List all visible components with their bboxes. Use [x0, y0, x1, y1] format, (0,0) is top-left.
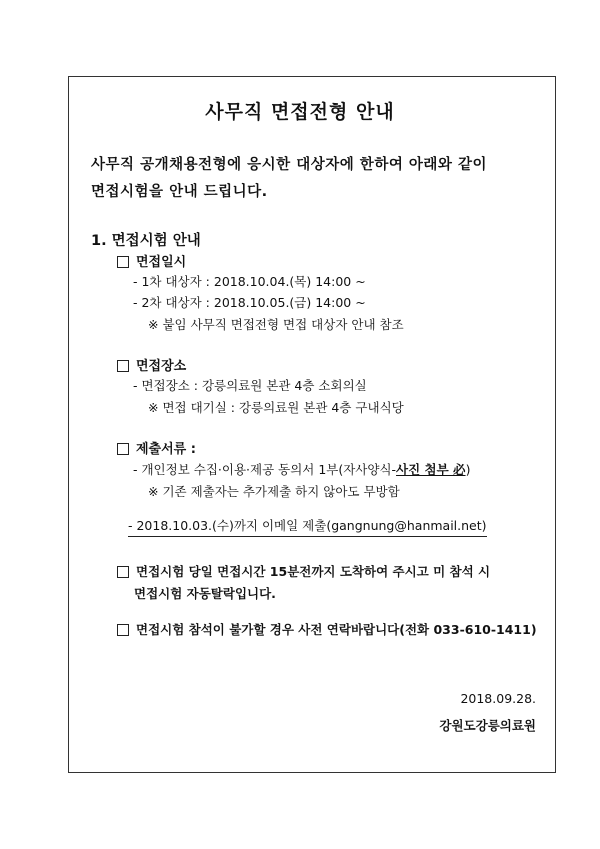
photo-required-emphasis: 사진 첨부 必 [396, 462, 466, 477]
documents-item: - 개인정보 수집·이용·제공 동의서 1부(자사양식-사진 첨부 必) [133, 462, 471, 477]
checkbox-square-icon [117, 624, 129, 636]
document-date: 2018.09.28. [460, 691, 536, 706]
document-title: 사무직 면접전형 안내 [205, 101, 395, 123]
venue-item: - 면접장소 : 강릉의료원 본관 4층 소회의실 [133, 378, 367, 393]
schedule-item-2: - 2차 대상자 : 2018.10.05.(금) 14:00 ~ [133, 295, 366, 310]
checkbox-square-icon [117, 566, 129, 578]
schedule-note: ※ 붙임 사무직 면접전형 면접 대상자 안내 참조 [148, 317, 404, 332]
intro-line-2: 면접시험을 안내 드립니다. [91, 184, 268, 200]
arrival-notice-line-2: 면접시험 자동탈락입니다. [134, 586, 276, 601]
contact-notice: 면접시험 참석이 불가할 경우 사전 연락바랍니다(전화 033-610-1411) [117, 620, 537, 638]
arrival-notice: 면접시험 당일 면접시간 15분전까지 도착하여 주시고 미 참석 시 [117, 562, 490, 580]
checkbox-square-icon [117, 256, 129, 268]
checkbox-square-icon [117, 443, 129, 455]
venue-note: ※ 면접 대기실 : 강릉의료원 본관 4층 구내식당 [148, 400, 404, 415]
checkbox-square-icon [117, 360, 129, 372]
venue-heading: 면접장소 [117, 355, 186, 374]
documents-note: ※ 기존 제출자는 추가제출 하지 않아도 무방함 [148, 484, 400, 499]
section-1-heading: 1. 면접시험 안내 [91, 233, 201, 249]
schedule-item-1: - 1차 대상자 : 2018.10.04.(목) 14:00 ~ [133, 274, 366, 289]
documents-heading: 제출서류 : [117, 438, 196, 457]
submission-deadline: - 2018.10.03.(수)까지 이메일 제출(gangnung@hanmail.net) [128, 516, 487, 537]
schedule-heading: 면접일시 [117, 251, 186, 270]
issuing-organization: 강원도강릉의료원 [439, 718, 536, 733]
intro-line-1: 사무직 공개채용전형에 응시한 대상자에 한하여 아래와 같이 [91, 157, 487, 173]
